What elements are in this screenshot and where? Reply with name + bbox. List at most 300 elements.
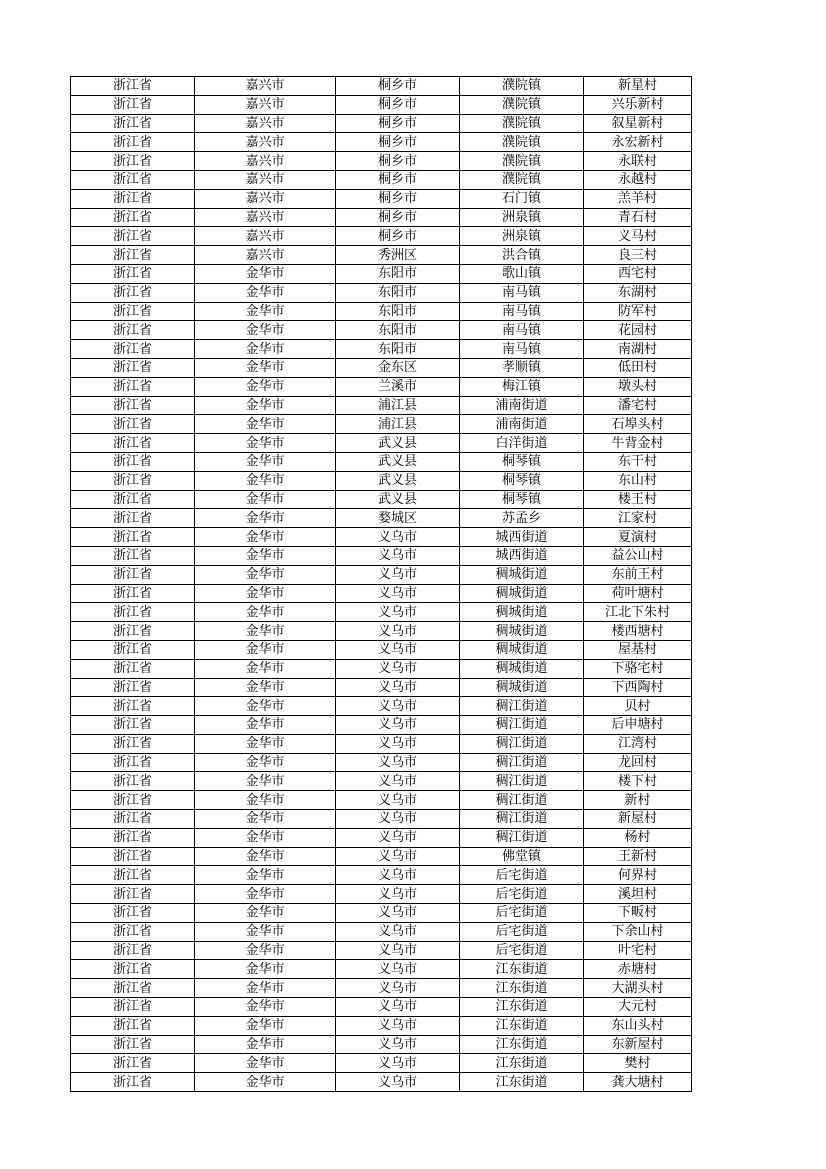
- village-cell: 牛背金村: [584, 434, 692, 453]
- province-cell: 浙江省: [71, 941, 195, 960]
- village-cell: 龙回村: [584, 753, 692, 772]
- city-cell: 嘉兴市: [195, 95, 336, 114]
- table-row: [71, 283, 692, 302]
- county-cell: 武义县: [336, 452, 460, 471]
- province-cell: 浙江省: [71, 1035, 195, 1054]
- table-row: [71, 922, 692, 941]
- town-cell: 稠江街道: [460, 810, 584, 829]
- county-cell: 义乌市: [336, 979, 460, 998]
- city-cell: 金华市: [195, 622, 336, 641]
- table-row: [71, 227, 692, 246]
- city-cell: 金华市: [195, 697, 336, 716]
- city-cell: 金华市: [195, 640, 336, 659]
- town-cell: 南马镇: [460, 302, 584, 321]
- city-cell: 金华市: [195, 1073, 336, 1092]
- province-cell: 浙江省: [71, 358, 195, 377]
- county-cell: 义乌市: [336, 828, 460, 847]
- town-cell: 濮院镇: [460, 95, 584, 114]
- town-cell: 桐琴镇: [460, 471, 584, 490]
- province-cell: 浙江省: [71, 321, 195, 340]
- village-cell: 何界村: [584, 866, 692, 885]
- table-row: [71, 979, 692, 998]
- city-cell: 金华市: [195, 452, 336, 471]
- province-cell: 浙江省: [71, 960, 195, 979]
- table-row: [71, 791, 692, 810]
- town-cell: 浦南街道: [460, 396, 584, 415]
- county-cell: 义乌市: [336, 904, 460, 923]
- town-cell: 稠江街道: [460, 772, 584, 791]
- county-cell: 义乌市: [336, 622, 460, 641]
- table-row: [71, 452, 692, 471]
- table-row: [71, 208, 692, 227]
- province-cell: 浙江省: [71, 340, 195, 359]
- city-cell: 金华市: [195, 1016, 336, 1035]
- city-cell: 金华市: [195, 716, 336, 735]
- town-cell: 孝顺镇: [460, 358, 584, 377]
- city-cell: 金华市: [195, 584, 336, 603]
- village-cell: 东湖村: [584, 283, 692, 302]
- county-cell: 义乌市: [336, 716, 460, 735]
- county-cell: 义乌市: [336, 791, 460, 810]
- province-cell: 浙江省: [71, 490, 195, 509]
- town-cell: 南马镇: [460, 283, 584, 302]
- county-cell: 义乌市: [336, 678, 460, 697]
- town-cell: 稠江街道: [460, 828, 584, 847]
- town-cell: 濮院镇: [460, 114, 584, 133]
- city-cell: 嘉兴市: [195, 77, 336, 96]
- table-row: [71, 340, 692, 359]
- town-cell: 稠城街道: [460, 678, 584, 697]
- province-cell: 浙江省: [71, 377, 195, 396]
- town-cell: 稠城街道: [460, 584, 584, 603]
- village-cell: 叙星新村: [584, 114, 692, 133]
- town-cell: 江东街道: [460, 1073, 584, 1092]
- town-cell: 白洋街道: [460, 434, 584, 453]
- city-cell: 金华市: [195, 490, 336, 509]
- city-cell: 嘉兴市: [195, 246, 336, 265]
- table-row: [71, 114, 692, 133]
- city-cell: 金华市: [195, 828, 336, 847]
- town-cell: 桐琴镇: [460, 490, 584, 509]
- village-cell: 后申塘村: [584, 716, 692, 735]
- county-cell: 婺城区: [336, 509, 460, 528]
- province-cell: 浙江省: [71, 716, 195, 735]
- city-cell: 金华市: [195, 471, 336, 490]
- town-cell: 濮院镇: [460, 133, 584, 152]
- city-cell: 嘉兴市: [195, 152, 336, 171]
- county-cell: 武义县: [336, 490, 460, 509]
- town-cell: 浦南街道: [460, 415, 584, 434]
- village-cell: 低田村: [584, 358, 692, 377]
- county-cell: 桐乡市: [336, 77, 460, 96]
- province-cell: 浙江省: [71, 114, 195, 133]
- province-cell: 浙江省: [71, 772, 195, 791]
- province-cell: 浙江省: [71, 264, 195, 283]
- city-cell: 嘉兴市: [195, 114, 336, 133]
- village-cell: 楼下村: [584, 772, 692, 791]
- village-cell: 龚大塘村: [584, 1073, 692, 1092]
- village-cell: 西宅村: [584, 264, 692, 283]
- table-row: [71, 415, 692, 434]
- table-row: [71, 509, 692, 528]
- province-cell: 浙江省: [71, 133, 195, 152]
- table-row: [71, 941, 692, 960]
- province-cell: 浙江省: [71, 546, 195, 565]
- city-cell: 金华市: [195, 885, 336, 904]
- table-row: [71, 847, 692, 866]
- village-cell: 东新屋村: [584, 1035, 692, 1054]
- province-cell: 浙江省: [71, 979, 195, 998]
- town-cell: 稠江街道: [460, 753, 584, 772]
- village-cell: 永联村: [584, 152, 692, 171]
- table-row: [71, 960, 692, 979]
- table-row: [71, 565, 692, 584]
- county-cell: 义乌市: [336, 922, 460, 941]
- province-cell: 浙江省: [71, 434, 195, 453]
- city-cell: 金华市: [195, 678, 336, 697]
- county-cell: 义乌市: [336, 584, 460, 603]
- village-cell: 下骆宅村: [584, 659, 692, 678]
- county-cell: 东阳市: [336, 340, 460, 359]
- village-cell: 青石村: [584, 208, 692, 227]
- city-cell: 金华市: [195, 565, 336, 584]
- county-cell: 桐乡市: [336, 227, 460, 246]
- town-cell: 江东街道: [460, 1054, 584, 1073]
- province-cell: 浙江省: [71, 302, 195, 321]
- county-cell: 义乌市: [336, 772, 460, 791]
- table-row: [71, 377, 692, 396]
- town-cell: 稠城街道: [460, 603, 584, 622]
- table-row: [71, 434, 692, 453]
- county-cell: 义乌市: [336, 546, 460, 565]
- province-cell: 浙江省: [71, 227, 195, 246]
- town-cell: 江东街道: [460, 998, 584, 1017]
- city-cell: 嘉兴市: [195, 208, 336, 227]
- county-cell: 金东区: [336, 358, 460, 377]
- province-cell: 浙江省: [71, 603, 195, 622]
- county-cell: 义乌市: [336, 847, 460, 866]
- city-cell: 嘉兴市: [195, 227, 336, 246]
- table-row: [71, 734, 692, 753]
- village-cell: 义马村: [584, 227, 692, 246]
- village-cell: 防军村: [584, 302, 692, 321]
- village-cell: 东山村: [584, 471, 692, 490]
- table-row: [71, 866, 692, 885]
- village-cell: 大湖头村: [584, 979, 692, 998]
- city-cell: 金华市: [195, 904, 336, 923]
- county-cell: 义乌市: [336, 734, 460, 753]
- town-cell: 濮院镇: [460, 77, 584, 96]
- province-cell: 浙江省: [71, 866, 195, 885]
- city-cell: 金华市: [195, 960, 336, 979]
- province-cell: 浙江省: [71, 528, 195, 547]
- province-cell: 浙江省: [71, 246, 195, 265]
- city-cell: 金华市: [195, 396, 336, 415]
- town-cell: 苏孟乡: [460, 509, 584, 528]
- city-cell: 金华市: [195, 528, 336, 547]
- town-cell: 洲泉镇: [460, 208, 584, 227]
- village-cell: 叶宅村: [584, 941, 692, 960]
- county-cell: 义乌市: [336, 697, 460, 716]
- province-cell: 浙江省: [71, 452, 195, 471]
- county-cell: 义乌市: [336, 1016, 460, 1035]
- city-cell: 金华市: [195, 434, 336, 453]
- county-cell: 义乌市: [336, 998, 460, 1017]
- table-row: [71, 471, 692, 490]
- village-cell: 江湾村: [584, 734, 692, 753]
- city-cell: 金华市: [195, 922, 336, 941]
- table-row: [71, 77, 692, 96]
- county-cell: 桐乡市: [336, 170, 460, 189]
- county-cell: 东阳市: [336, 321, 460, 340]
- city-cell: 金华市: [195, 791, 336, 810]
- village-cell: 新村: [584, 791, 692, 810]
- county-cell: 兰溪市: [336, 377, 460, 396]
- town-cell: 稠江街道: [460, 716, 584, 735]
- table-row: [71, 189, 692, 208]
- province-cell: 浙江省: [71, 396, 195, 415]
- city-cell: 金华市: [195, 1035, 336, 1054]
- village-cell: 东前王村: [584, 565, 692, 584]
- county-cell: 义乌市: [336, 885, 460, 904]
- province-cell: 浙江省: [71, 904, 195, 923]
- province-cell: 浙江省: [71, 847, 195, 866]
- table-row: [71, 1073, 692, 1092]
- province-cell: 浙江省: [71, 189, 195, 208]
- city-cell: 金华市: [195, 659, 336, 678]
- town-cell: 歌山镇: [460, 264, 584, 283]
- province-cell: 浙江省: [71, 678, 195, 697]
- city-cell: 嘉兴市: [195, 170, 336, 189]
- town-cell: 洲泉镇: [460, 227, 584, 246]
- county-cell: 义乌市: [336, 810, 460, 829]
- table-row: [71, 358, 692, 377]
- village-cell: 下畈村: [584, 904, 692, 923]
- table-row: [71, 246, 692, 265]
- table-row: [71, 885, 692, 904]
- table-row: [71, 772, 692, 791]
- county-cell: 义乌市: [336, 941, 460, 960]
- table-row: [71, 659, 692, 678]
- city-cell: 金华市: [195, 810, 336, 829]
- county-cell: 义乌市: [336, 753, 460, 772]
- village-cell: 羔羊村: [584, 189, 692, 208]
- province-cell: 浙江省: [71, 640, 195, 659]
- province-cell: 浙江省: [71, 565, 195, 584]
- county-cell: 东阳市: [336, 302, 460, 321]
- village-cell: 南湖村: [584, 340, 692, 359]
- city-cell: 金华市: [195, 753, 336, 772]
- table-row: [71, 302, 692, 321]
- town-cell: 江东街道: [460, 1016, 584, 1035]
- city-cell: 金华市: [195, 264, 336, 283]
- village-cell: 花园村: [584, 321, 692, 340]
- table-row: [71, 546, 692, 565]
- province-cell: 浙江省: [71, 1054, 195, 1073]
- town-cell: 洪合镇: [460, 246, 584, 265]
- city-cell: 金华市: [195, 302, 336, 321]
- county-cell: 武义县: [336, 434, 460, 453]
- province-cell: 浙江省: [71, 791, 195, 810]
- county-cell: 义乌市: [336, 565, 460, 584]
- province-cell: 浙江省: [71, 734, 195, 753]
- town-cell: 濮院镇: [460, 170, 584, 189]
- county-cell: 桐乡市: [336, 95, 460, 114]
- province-cell: 浙江省: [71, 697, 195, 716]
- city-cell: 金华市: [195, 998, 336, 1017]
- city-cell: 金华市: [195, 979, 336, 998]
- village-cell: 王新村: [584, 847, 692, 866]
- village-cell: 楼西塘村: [584, 622, 692, 641]
- table-row: [71, 697, 692, 716]
- town-cell: 后宅街道: [460, 904, 584, 923]
- city-cell: 金华市: [195, 415, 336, 434]
- province-cell: 浙江省: [71, 810, 195, 829]
- village-cell: 潘宅村: [584, 396, 692, 415]
- town-cell: 江东街道: [460, 1035, 584, 1054]
- city-cell: 金华市: [195, 866, 336, 885]
- town-cell: 稠城街道: [460, 622, 584, 641]
- town-cell: 稠江街道: [460, 734, 584, 753]
- county-cell: 义乌市: [336, 1054, 460, 1073]
- table-row: [71, 904, 692, 923]
- county-cell: 义乌市: [336, 640, 460, 659]
- town-cell: 江东街道: [460, 979, 584, 998]
- table-row: [71, 170, 692, 189]
- village-cell: 永越村: [584, 170, 692, 189]
- province-cell: 浙江省: [71, 77, 195, 96]
- village-cell: 下余山村: [584, 922, 692, 941]
- table-row: [71, 584, 692, 603]
- town-cell: 稠江街道: [460, 791, 584, 810]
- table-row: [71, 321, 692, 340]
- county-cell: 桐乡市: [336, 152, 460, 171]
- table-row: [71, 1054, 692, 1073]
- town-cell: 佛堂镇: [460, 847, 584, 866]
- city-cell: 金华市: [195, 509, 336, 528]
- province-cell: 浙江省: [71, 922, 195, 941]
- table-row: [71, 998, 692, 1017]
- village-cell: 楼王村: [584, 490, 692, 509]
- town-cell: 后宅街道: [460, 866, 584, 885]
- city-cell: 嘉兴市: [195, 189, 336, 208]
- table-row: [71, 490, 692, 509]
- table-row: [71, 622, 692, 641]
- county-cell: 义乌市: [336, 1035, 460, 1054]
- town-cell: 城西街道: [460, 546, 584, 565]
- town-cell: 江东街道: [460, 960, 584, 979]
- village-table: [70, 76, 692, 1092]
- province-cell: 浙江省: [71, 208, 195, 227]
- town-cell: 稠江街道: [460, 697, 584, 716]
- city-cell: 金华市: [195, 772, 336, 791]
- table-row: [71, 396, 692, 415]
- county-cell: 义乌市: [336, 659, 460, 678]
- town-cell: 城西街道: [460, 528, 584, 547]
- city-cell: 金华市: [195, 603, 336, 622]
- table-row: [71, 528, 692, 547]
- village-cell: 夏演村: [584, 528, 692, 547]
- province-cell: 浙江省: [71, 415, 195, 434]
- city-cell: 金华市: [195, 546, 336, 565]
- village-cell: 大元村: [584, 998, 692, 1017]
- city-cell: 金华市: [195, 941, 336, 960]
- village-cell: 永宏新村: [584, 133, 692, 152]
- town-cell: 后宅街道: [460, 885, 584, 904]
- province-cell: 浙江省: [71, 622, 195, 641]
- county-cell: 武义县: [336, 471, 460, 490]
- town-cell: 梅江镇: [460, 377, 584, 396]
- town-cell: 桐琴镇: [460, 452, 584, 471]
- town-cell: 稠城街道: [460, 640, 584, 659]
- village-cell: 下西陶村: [584, 678, 692, 697]
- village-table-body: [71, 77, 692, 1092]
- county-cell: 义乌市: [336, 603, 460, 622]
- village-cell: 墩头村: [584, 377, 692, 396]
- town-cell: 稠城街道: [460, 659, 584, 678]
- village-cell: 新星村: [584, 77, 692, 96]
- city-cell: 金华市: [195, 321, 336, 340]
- village-cell: 东干村: [584, 452, 692, 471]
- province-cell: 浙江省: [71, 659, 195, 678]
- city-cell: 金华市: [195, 734, 336, 753]
- county-cell: 义乌市: [336, 866, 460, 885]
- village-cell: 新屋村: [584, 810, 692, 829]
- province-cell: 浙江省: [71, 509, 195, 528]
- city-cell: 金华市: [195, 358, 336, 377]
- town-cell: 南马镇: [460, 340, 584, 359]
- table-row: [71, 152, 692, 171]
- province-cell: 浙江省: [71, 885, 195, 904]
- county-cell: 义乌市: [336, 1073, 460, 1092]
- province-cell: 浙江省: [71, 471, 195, 490]
- province-cell: 浙江省: [71, 152, 195, 171]
- city-cell: 金华市: [195, 283, 336, 302]
- town-cell: 濮院镇: [460, 152, 584, 171]
- village-cell: 赤塘村: [584, 960, 692, 979]
- province-cell: 浙江省: [71, 584, 195, 603]
- county-cell: 桐乡市: [336, 114, 460, 133]
- province-cell: 浙江省: [71, 1073, 195, 1092]
- village-cell: 良三村: [584, 246, 692, 265]
- town-cell: 石门镇: [460, 189, 584, 208]
- county-cell: 义乌市: [336, 960, 460, 979]
- village-cell: 樊村: [584, 1054, 692, 1073]
- city-cell: 金华市: [195, 340, 336, 359]
- table-row: [71, 678, 692, 697]
- province-cell: 浙江省: [71, 283, 195, 302]
- village-cell: 益公山村: [584, 546, 692, 565]
- county-cell: 浦江县: [336, 396, 460, 415]
- village-cell: 兴乐新村: [584, 95, 692, 114]
- table-row: [71, 640, 692, 659]
- village-cell: 荷叶塘村: [584, 584, 692, 603]
- table-row: [71, 810, 692, 829]
- table-row: [71, 95, 692, 114]
- county-cell: 东阳市: [336, 283, 460, 302]
- table-row: [71, 1016, 692, 1035]
- table-row: [71, 1035, 692, 1054]
- village-cell: 江家村: [584, 509, 692, 528]
- province-cell: 浙江省: [71, 828, 195, 847]
- town-cell: 后宅街道: [460, 941, 584, 960]
- table-row: [71, 828, 692, 847]
- province-cell: 浙江省: [71, 170, 195, 189]
- table-row: [71, 264, 692, 283]
- town-cell: 南马镇: [460, 321, 584, 340]
- city-cell: 金华市: [195, 1054, 336, 1073]
- city-cell: 金华市: [195, 377, 336, 396]
